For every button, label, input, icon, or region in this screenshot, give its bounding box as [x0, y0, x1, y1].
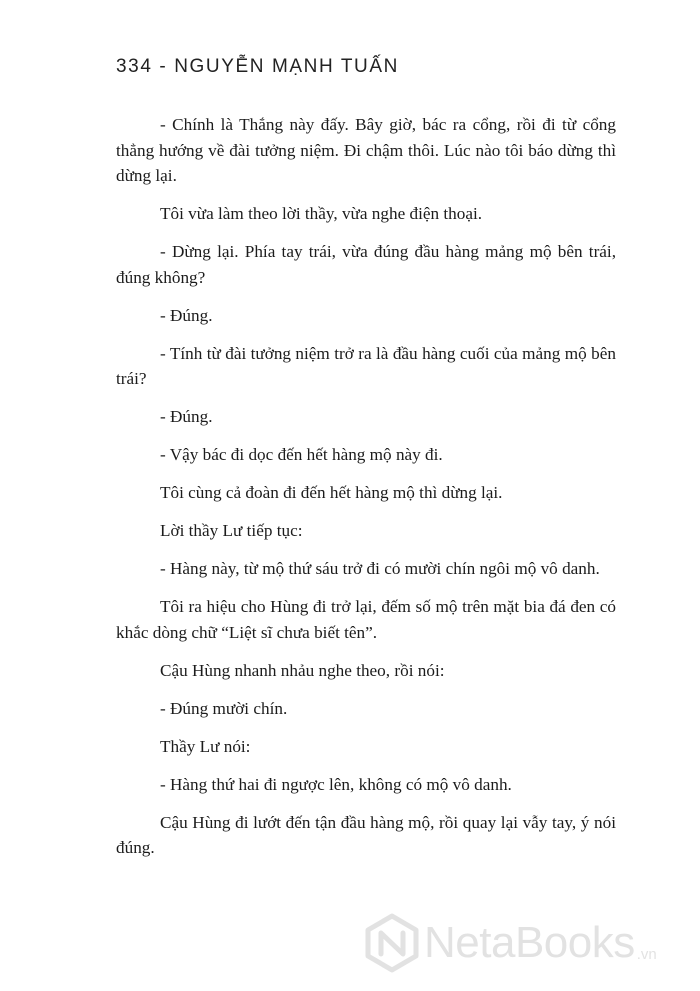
watermark-text: NetaBooks — [424, 918, 635, 967]
paragraph: Thầy Lư nói: — [160, 736, 251, 756]
paragraph: Tôi vừa làm theo lời thầy, vừa nghe điện thoại. — [160, 204, 483, 223]
watermark-suffix: .vn — [636, 946, 657, 963]
paragraph: - Đúng. — [160, 407, 213, 426]
paragraph: - Hàng thứ hai đi ngược lên, không có mộ vô danh. — [160, 774, 512, 794]
netabooks-watermark — [362, 911, 657, 975]
paragraph: - Tính từ đài tưởng niệm trở ra là đầu hàng cuối của mảng mộ bên trái? — [116, 343, 616, 388]
paragraph: Cậu Hùng đi lướt đến tận đầu hàng mộ, rồi quay lại vẫy tay, ý nói đúng. — [116, 812, 616, 857]
paragraph: Tôi cùng cả đoàn đi đến hết hàng mộ thì dừng lại. — [160, 483, 503, 502]
paragraph: Tôi ra hiệu cho Hùng đi trở lại, đếm số mộ trên mặt bia đá đen có khắc dòng chữ “Liệt sĩ chưa biết tên”. — [116, 597, 616, 642]
paragraph: - Đúng. — [160, 305, 213, 325]
paragraph: - Đúng mười chín. — [160, 698, 288, 718]
author-name: NGUYỄN MẠNH TUẤN — [174, 56, 399, 77]
paragraph: - Chính là Thắng này đấy. Bây giờ, bác ra cổng, rồi đi từ cổng thẳng hướng về đài tưởng niệm. Đi chậm thôi. Lúc nào tôi báo dừng thì dừng lại. — [116, 115, 616, 185]
paragraph: - Hàng này, từ mộ thứ sáu trở đi có mười chín ngôi mộ vô danh. — [160, 559, 600, 578]
netabooks-logo-icon — [362, 913, 422, 973]
header-separator: - — [152, 56, 175, 77]
paragraph: Lời thầy Lư tiếp tục: — [160, 521, 303, 540]
page-number: 334 — [116, 56, 153, 77]
paragraph: Cậu Hùng nhanh nhảu nghe theo, rồi nói: — [160, 660, 445, 680]
paragraph: - Vậy bác đi dọc đến hết hàng mộ này đi. — [160, 445, 443, 464]
running-header — [116, 56, 399, 78]
page-body — [116, 112, 616, 873]
paragraph: - Dừng lại. Phía tay trái, vừa đúng đầu hàng mảng mộ bên trái, đúng không? — [116, 242, 616, 287]
